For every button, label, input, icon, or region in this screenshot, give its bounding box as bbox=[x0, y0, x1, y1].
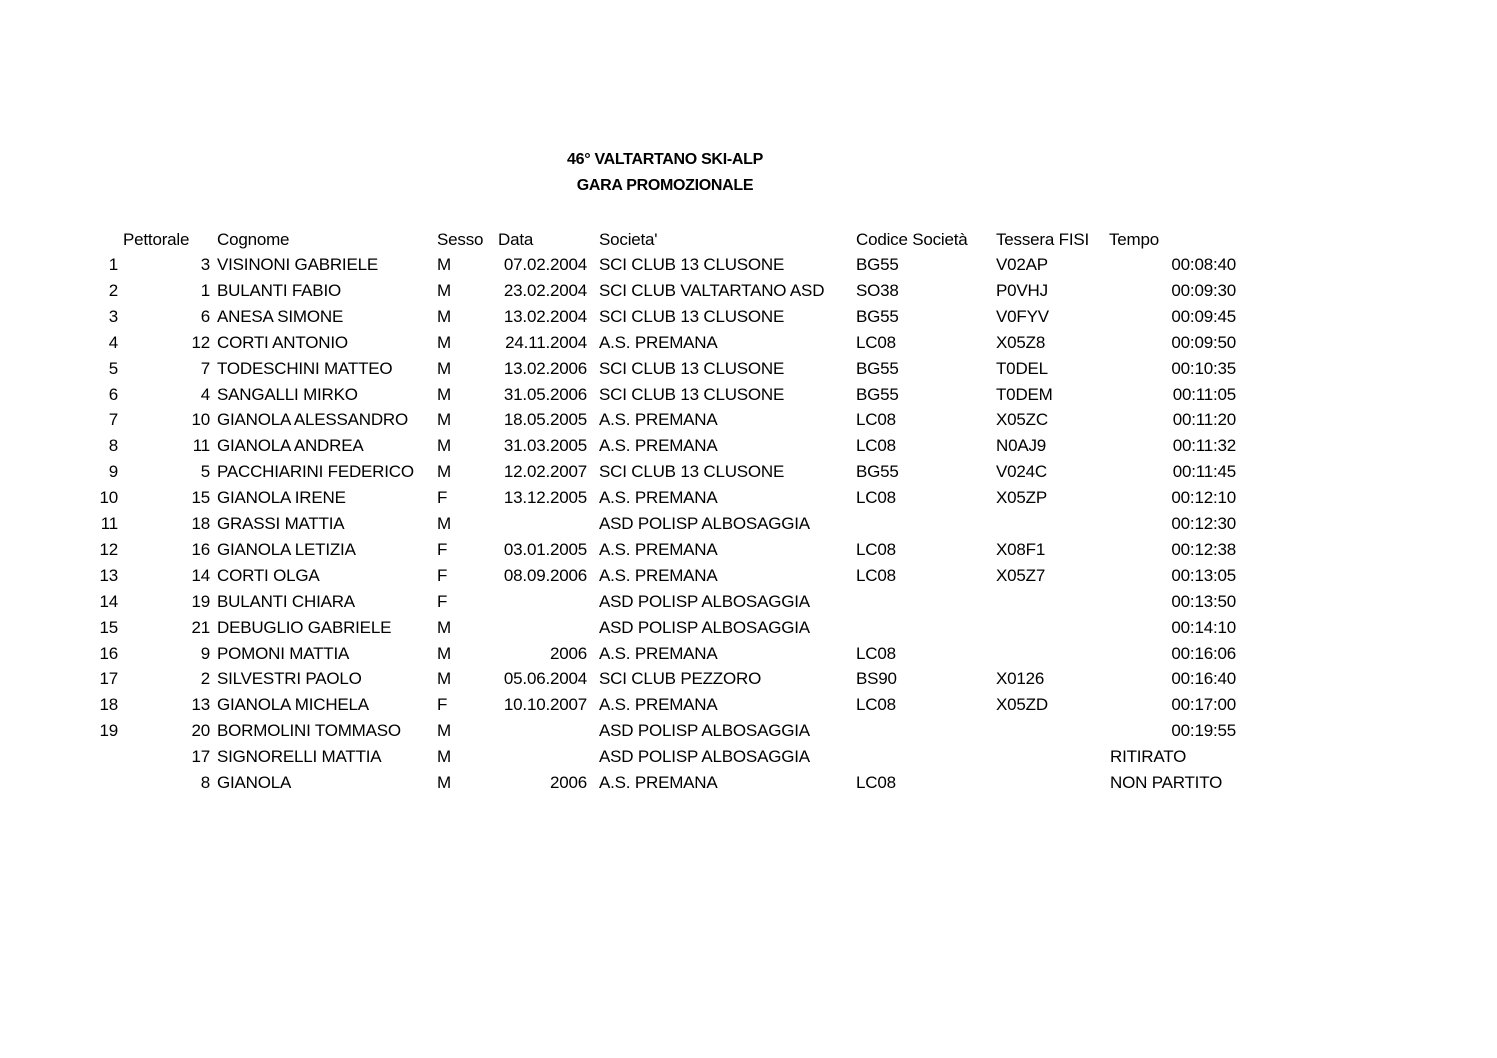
row-name: SILVESTRI PAOLO bbox=[217, 669, 362, 689]
table-row bbox=[0, 304, 1497, 330]
row-date: 08.09.2006 bbox=[503, 565, 587, 585]
row-bib: 21 bbox=[191, 617, 210, 637]
row-club-code: BG55 bbox=[856, 255, 899, 274]
row-fisi-card: T0DEM bbox=[996, 384, 1053, 404]
header-sesso: Sesso bbox=[437, 230, 484, 249]
row-sex: M bbox=[437, 306, 451, 326]
row-club: SCI CLUB 13 CLUSONE bbox=[599, 462, 785, 482]
row-position: 5 bbox=[108, 358, 118, 378]
row-date: 12.02.2007 bbox=[503, 462, 587, 482]
row-name: GIANOLA ANDREA bbox=[217, 436, 364, 456]
row-date: 10.10.2007 bbox=[503, 695, 587, 715]
row-bib: 10 bbox=[191, 410, 210, 430]
row-time: 00:11:05 bbox=[1172, 384, 1236, 404]
row-bib: 20 bbox=[191, 721, 210, 741]
row-sex: M bbox=[437, 617, 451, 637]
row-name: SIGNORELLI MATTIA bbox=[217, 747, 382, 767]
row-name: BULANTI FABIO bbox=[217, 280, 341, 300]
row-club-code: LC08 bbox=[856, 773, 896, 792]
row-name: GIANOLA MICHELA bbox=[217, 695, 369, 715]
row-position: 8 bbox=[108, 436, 118, 456]
row-fisi-card: X0126 bbox=[996, 669, 1045, 689]
row-club: A.S. PREMANA bbox=[599, 565, 718, 585]
row-club: SCI CLUB 13 CLUSONE bbox=[599, 306, 785, 326]
row-bib: 5 bbox=[200, 462, 210, 482]
row-club-code: BG55 bbox=[856, 462, 899, 482]
table-row bbox=[0, 511, 1497, 537]
row-club: A.S. PREMANA bbox=[599, 436, 718, 456]
row-fisi-card: X08F1 bbox=[996, 539, 1046, 559]
row-time: 00:12:30 bbox=[1171, 514, 1236, 533]
row-position: 3 bbox=[108, 306, 118, 326]
row-bib: 17 bbox=[191, 747, 210, 767]
row-fisi-card: V02AP bbox=[996, 255, 1048, 274]
header-cognome: Cognome bbox=[217, 230, 290, 249]
row-bib: 7 bbox=[200, 358, 210, 378]
table-row bbox=[0, 252, 1497, 278]
row-club-code: LC08 bbox=[856, 410, 896, 430]
row-date: 03.01.2005 bbox=[503, 539, 587, 559]
row-sex: M bbox=[437, 514, 451, 533]
row-name: CORTI ANTONIO bbox=[217, 332, 348, 352]
row-name: POMONI MATTIA bbox=[217, 643, 350, 663]
row-club-code: LC08 bbox=[856, 436, 896, 456]
header-data: Data bbox=[498, 230, 534, 249]
row-sex: M bbox=[437, 384, 451, 404]
row-club: ASD POLISP ALBOSAGGIA bbox=[599, 591, 810, 611]
row-date: 13.02.2004 bbox=[503, 306, 587, 326]
row-time: 00:10:35 bbox=[1171, 358, 1236, 378]
table-row bbox=[0, 666, 1497, 692]
table-header bbox=[0, 227, 1497, 253]
row-bib: 14 bbox=[191, 565, 210, 585]
row-position: 14 bbox=[99, 591, 118, 611]
table-row bbox=[0, 589, 1497, 615]
row-name: GIANOLA ALESSANDRO bbox=[217, 410, 409, 430]
row-club-code: LC08 bbox=[856, 539, 896, 559]
row-position: 12 bbox=[99, 539, 118, 559]
row-name: PACCHIARINI FEDERICO bbox=[217, 462, 414, 482]
row-time: 00:09:30 bbox=[1171, 280, 1236, 300]
row-position: 17 bbox=[99, 669, 118, 689]
row-club: A.S. PREMANA bbox=[599, 643, 718, 663]
row-date: 07.02.2004 bbox=[503, 255, 587, 274]
row-position: 11 bbox=[100, 514, 118, 533]
row-position: 16 bbox=[99, 643, 118, 663]
row-time: 00:16:06 bbox=[1171, 643, 1236, 663]
row-time: 00:19:55 bbox=[1171, 721, 1236, 741]
row-time: 00:13:05 bbox=[1171, 565, 1236, 585]
row-club: SCI CLUB 13 CLUSONE bbox=[599, 255, 785, 274]
row-time: 00:11:20 bbox=[1172, 410, 1236, 430]
row-date: 13.02.2006 bbox=[503, 358, 587, 378]
header-societa: Societa' bbox=[599, 230, 658, 249]
row-club: SCI CLUB 13 CLUSONE bbox=[599, 384, 785, 404]
row-date: 2006 bbox=[549, 643, 587, 663]
row-sex: M bbox=[437, 255, 451, 274]
row-bib: 18 bbox=[191, 514, 210, 533]
row-club: SCI CLUB VALTARTANO ASD bbox=[599, 280, 825, 300]
row-club-code: LC08 bbox=[856, 565, 896, 585]
row-time: 00:14:10 bbox=[1171, 617, 1236, 637]
row-sex: F bbox=[437, 591, 448, 611]
row-sex: F bbox=[437, 695, 448, 715]
row-club-code: BG55 bbox=[856, 306, 899, 326]
row-time: 00:11:32 bbox=[1172, 436, 1236, 456]
row-date: 13.12.2005 bbox=[503, 488, 587, 508]
table-row bbox=[0, 382, 1497, 408]
row-name: TODESCHINI MATTEO bbox=[217, 358, 393, 378]
row-fisi-card: X05ZC bbox=[996, 410, 1048, 430]
row-time: 00:09:50 bbox=[1171, 332, 1236, 352]
header-tempo: Tempo bbox=[1109, 230, 1160, 249]
header-tessera-fisi: Tessera FISI bbox=[996, 230, 1090, 249]
table-row bbox=[0, 407, 1497, 433]
row-sex: M bbox=[437, 643, 451, 663]
table-row bbox=[0, 433, 1497, 459]
row-bib: 6 bbox=[200, 306, 210, 326]
row-sex: M bbox=[437, 721, 451, 741]
row-sex: F bbox=[437, 488, 448, 508]
table-row bbox=[0, 563, 1497, 589]
row-time: NON PARTITO bbox=[1110, 773, 1223, 792]
row-sex: M bbox=[437, 747, 451, 767]
row-bib: 1 bbox=[200, 280, 210, 300]
row-club-code: LC08 bbox=[856, 695, 896, 715]
row-club: A.S. PREMANA bbox=[599, 773, 718, 792]
row-name: BORMOLINI TOMMASO bbox=[217, 721, 401, 741]
table-row bbox=[0, 537, 1497, 563]
row-club-code: SO38 bbox=[856, 280, 899, 300]
row-club: SCI CLUB 13 CLUSONE bbox=[599, 358, 785, 378]
row-fisi-card: N0AJ9 bbox=[996, 436, 1047, 456]
row-fisi-card: T0DEL bbox=[996, 358, 1048, 378]
row-club: ASD POLISP ALBOSAGGIA bbox=[599, 747, 810, 767]
row-name: BULANTI CHIARA bbox=[217, 591, 355, 611]
table-row bbox=[0, 330, 1497, 356]
table-row bbox=[0, 692, 1497, 718]
row-club: A.S. PREMANA bbox=[599, 488, 718, 508]
row-club-code: LC08 bbox=[856, 488, 896, 508]
row-name: ANESA SIMONE bbox=[217, 306, 344, 326]
row-fisi-card: V024C bbox=[996, 462, 1047, 482]
row-fisi-card: X05ZP bbox=[996, 488, 1047, 508]
row-time: 00:11:45 bbox=[1172, 462, 1236, 482]
row-sex: M bbox=[437, 332, 451, 352]
row-date: 23.02.2004 bbox=[503, 280, 587, 300]
row-fisi-card: X05ZD bbox=[996, 695, 1048, 715]
row-bib: 8 bbox=[200, 773, 210, 792]
row-club-code: BG55 bbox=[856, 358, 899, 378]
row-position: 4 bbox=[108, 332, 118, 352]
row-bib: 4 bbox=[200, 384, 210, 404]
header-pettorale: Pettorale bbox=[123, 230, 190, 249]
row-name: GRASSI MATTIA bbox=[217, 514, 345, 533]
row-sex: M bbox=[437, 280, 451, 300]
row-time: 00:16:40 bbox=[1171, 669, 1236, 689]
row-club: ASD POLISP ALBOSAGGIA bbox=[599, 514, 810, 533]
row-position: 13 bbox=[99, 565, 118, 585]
row-club: A.S. PREMANA bbox=[599, 332, 718, 352]
row-date: 05.06.2004 bbox=[503, 669, 587, 689]
row-time: 00:12:10 bbox=[1171, 488, 1236, 508]
row-name: GIANOLA LETIZIA bbox=[217, 539, 356, 559]
row-bib: 11 bbox=[192, 436, 210, 456]
row-position: 15 bbox=[99, 617, 118, 637]
row-time: 00:08:40 bbox=[1171, 255, 1236, 274]
row-date: 31.03.2005 bbox=[503, 436, 587, 456]
row-date: 31.05.2006 bbox=[503, 384, 587, 404]
row-fisi-card: V0FYV bbox=[996, 306, 1049, 326]
row-sex: F bbox=[437, 565, 448, 585]
row-time: RITIRATO bbox=[1110, 747, 1187, 767]
row-club-code: LC08 bbox=[856, 332, 896, 352]
table-row bbox=[0, 356, 1497, 382]
document-subtitle: GARA PROMOZIONALE bbox=[576, 177, 754, 194]
table-row bbox=[0, 718, 1497, 744]
row-sex: M bbox=[437, 358, 451, 378]
row-bib: 13 bbox=[191, 695, 210, 715]
document-title: 46° VALTARTANO SKI-ALP bbox=[567, 151, 763, 168]
row-sex: M bbox=[437, 669, 451, 689]
row-time: 00:09:45 bbox=[1171, 306, 1236, 326]
row-name: CORTI OLGA bbox=[217, 565, 320, 585]
row-club: A.S. PREMANA bbox=[599, 695, 718, 715]
row-sex: M bbox=[437, 773, 451, 792]
row-position: 1 bbox=[108, 255, 118, 274]
row-club: A.S. PREMANA bbox=[599, 539, 718, 559]
row-position: 18 bbox=[99, 695, 118, 715]
row-sex: M bbox=[437, 436, 451, 456]
row-bib: 12 bbox=[191, 332, 210, 352]
row-name: VISINONI GABRIELE bbox=[217, 255, 378, 274]
row-name: GIANOLA bbox=[217, 773, 292, 792]
row-fisi-card: P0VHJ bbox=[996, 280, 1048, 300]
row-bib: 15 bbox=[191, 488, 210, 508]
table-row bbox=[0, 485, 1497, 511]
row-date: 2006 bbox=[549, 773, 587, 792]
row-bib: 3 bbox=[200, 255, 210, 274]
row-bib: 2 bbox=[200, 669, 210, 689]
table-row bbox=[0, 744, 1497, 770]
table-row bbox=[0, 278, 1497, 304]
row-club: SCI CLUB PEZZORO bbox=[599, 669, 762, 689]
row-fisi-card: X05Z7 bbox=[996, 565, 1046, 585]
row-club-code: LC08 bbox=[856, 643, 896, 663]
row-time: 00:12:38 bbox=[1171, 539, 1236, 559]
table-row bbox=[0, 459, 1497, 485]
row-fisi-card: X05Z8 bbox=[996, 332, 1046, 352]
row-club: A.S. PREMANA bbox=[599, 410, 718, 430]
row-club-code: BS90 bbox=[856, 669, 897, 689]
row-position: 19 bbox=[99, 721, 118, 741]
row-date: 18.05.2005 bbox=[503, 410, 587, 430]
row-bib: 19 bbox=[191, 591, 210, 611]
row-club: ASD POLISP ALBOSAGGIA bbox=[599, 617, 810, 637]
table-row bbox=[0, 615, 1497, 641]
row-bib: 16 bbox=[191, 539, 210, 559]
row-bib: 9 bbox=[200, 643, 210, 663]
row-sex: M bbox=[437, 462, 451, 482]
row-time: 00:13:50 bbox=[1171, 591, 1236, 611]
row-position: 10 bbox=[99, 488, 118, 508]
row-time: 00:17:00 bbox=[1171, 695, 1236, 715]
row-name: GIANOLA IRENE bbox=[217, 488, 346, 508]
row-sex: F bbox=[437, 539, 448, 559]
row-position: 2 bbox=[108, 280, 118, 300]
row-name: SANGALLI MIRKO bbox=[217, 384, 358, 404]
row-club: ASD POLISP ALBOSAGGIA bbox=[599, 721, 810, 741]
row-position: 6 bbox=[108, 384, 118, 404]
table-row bbox=[0, 641, 1497, 667]
row-name: DEBUGLIO GABRIELE bbox=[217, 617, 392, 637]
row-date: 24.11.2004 bbox=[505, 332, 587, 352]
row-sex: M bbox=[437, 410, 451, 430]
row-club-code: BG55 bbox=[856, 384, 899, 404]
header-codice-societa: Codice Società bbox=[856, 230, 968, 249]
table-row bbox=[0, 770, 1497, 796]
row-position: 7 bbox=[108, 410, 118, 430]
row-position: 9 bbox=[108, 462, 118, 482]
